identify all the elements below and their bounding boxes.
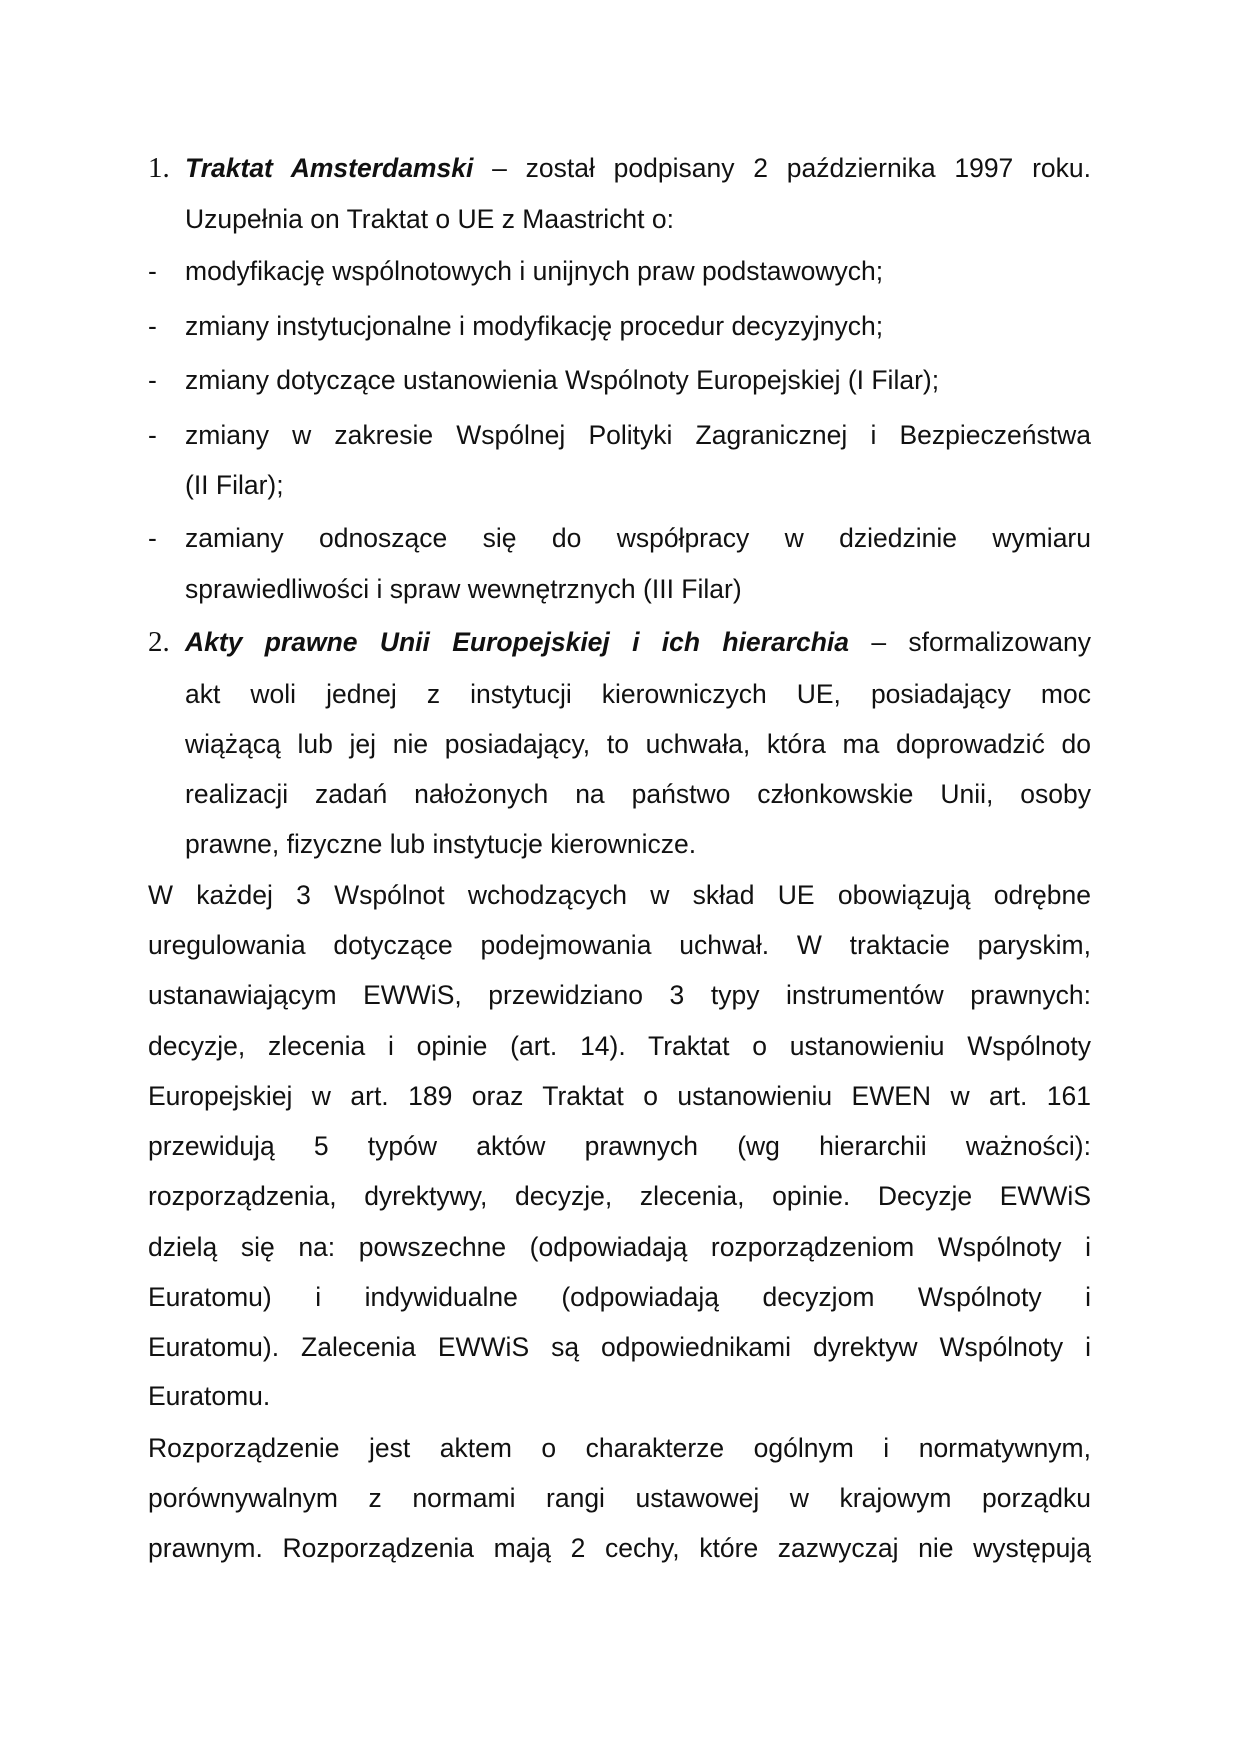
bullet-dash: - <box>148 523 157 553</box>
line-body: realizacji zadań nałożonych na państwo członkowskie Unii, osoby <box>185 779 1091 809</box>
text-line <box>148 928 1091 962</box>
line-text <box>148 1379 1091 1413</box>
bullet-dash: - <box>148 311 157 341</box>
line-body: prawne, fizyczne lub instytucje kierownicze. <box>185 829 697 859</box>
line-text <box>185 418 1091 452</box>
line-body: porównywalnym z normami rangi ustawowej w krajowym porządku <box>148 1483 1091 1513</box>
line-body: zamiany odnoszące się do współpracy w dziedzinie wymiaru <box>185 523 1091 553</box>
numbered-item-line <box>148 625 1091 659</box>
text-line <box>148 1029 1091 1063</box>
line-text <box>185 363 1091 397</box>
text-line <box>148 878 1091 912</box>
line-text <box>185 151 1091 185</box>
line-body: prawnym. Rozporządzenia mają 2 cechy, które zazwyczaj nie występują <box>148 1533 1091 1563</box>
text-line <box>148 677 1091 711</box>
line-body: akt woli jednej z instytucji kierowniczych UE, posiadający moc <box>185 679 1091 709</box>
text-line <box>148 978 1091 1012</box>
line-body: – sformalizowany <box>849 627 1091 657</box>
line-body: rozporządzenia, dyrektywy, decyzje, zlecenia, opinie. Decyzje EWWiS <box>148 1181 1091 1211</box>
text-line <box>148 1330 1091 1364</box>
line-text <box>185 677 1091 711</box>
line-text <box>148 1079 1091 1113</box>
line-body: zmiany dotyczące ustanowienia Wspólnoty Europejskiej (I Filar); <box>185 365 940 395</box>
text-line <box>148 1379 1091 1413</box>
item-number: 2. <box>148 626 170 658</box>
line-body: Uzupełnia on Traktat o UE z Maastricht o: <box>185 204 674 234</box>
bullet-item-line <box>148 521 1091 555</box>
line-body: Euratomu). Zalecenia EWWiS są odpowiednikami dyrektyw Wspólnoty i <box>148 1332 1091 1362</box>
text-line <box>148 1079 1091 1113</box>
bullet-dash: - <box>148 420 157 450</box>
text-line <box>148 1230 1091 1264</box>
line-body: Euratomu) i indywidualne (odpowiadają decyzjom Wspólnoty i <box>148 1282 1091 1312</box>
line-body: modyfikację wspólnotowych i unijnych praw podstawowych; <box>185 256 884 286</box>
line-text <box>148 1179 1091 1213</box>
line-text <box>185 202 1091 236</box>
line-body: sprawiedliwości i spraw wewnętrznych (III Filar) <box>185 574 742 604</box>
line-text <box>185 254 1091 288</box>
text-line <box>148 1280 1091 1314</box>
line-text <box>148 978 1091 1012</box>
text-line <box>148 1179 1091 1213</box>
line-body: (II Filar); <box>185 470 284 500</box>
line-text <box>148 1129 1091 1163</box>
line-text <box>148 1029 1091 1063</box>
line-body: decyzje, zlecenia i opinie (art. 14). Traktat o ustanowieniu Wspólnoty <box>148 1031 1091 1061</box>
line-text <box>185 827 1091 861</box>
text-line <box>148 1531 1091 1565</box>
line-text <box>148 928 1091 962</box>
heading-term: Akty prawne Unii Europejskiej i ich hierarchia <box>185 627 850 657</box>
bullet-item-line <box>148 309 1091 343</box>
line-body: przewidują 5 typów aktów prawnych (wg hierarchii ważności): <box>148 1131 1091 1161</box>
line-text <box>148 1280 1091 1314</box>
heading-term: Traktat Amsterdamski <box>185 153 474 183</box>
line-body: ustanawiającym EWWiS, przewidziano 3 typy instrumentów prawnych: <box>148 980 1091 1010</box>
numbered-item-line <box>148 151 1091 185</box>
line-text <box>185 777 1091 811</box>
bullet-item-line <box>148 418 1091 452</box>
line-text <box>185 625 1091 659</box>
line-text <box>148 878 1091 912</box>
line-text <box>185 309 1091 343</box>
line-body: Europejskiej w art. 189 oraz Traktat o ustanowieniu EWEN w art. 161 <box>148 1081 1091 1111</box>
line-text <box>148 1431 1091 1465</box>
text-line <box>148 1431 1091 1465</box>
line-text <box>148 1230 1091 1264</box>
line-text <box>185 521 1091 555</box>
line-text <box>185 572 1091 606</box>
line-body: dzielą się na: powszechne (odpowiadają rozporządzeniom Wspólnoty i <box>148 1232 1091 1262</box>
line-text <box>148 1330 1091 1364</box>
line-body: wiążącą lub jej nie posiadający, to uchwała, która ma doprowadzić do <box>185 729 1091 759</box>
bullet-dash: - <box>148 365 157 395</box>
bullet-dash: - <box>148 256 157 286</box>
line-text <box>148 1481 1091 1515</box>
bullet-item-line <box>148 254 1091 288</box>
text-line <box>148 1481 1091 1515</box>
text-line <box>148 777 1091 811</box>
text-line <box>148 727 1091 761</box>
line-body: uregulowania dotyczące podejmowania uchwał. W traktacie paryskim, <box>148 930 1091 960</box>
text-line <box>148 202 1091 236</box>
line-text <box>148 1531 1091 1565</box>
line-body: zmiany w zakresie Wspólnej Polityki Zagranicznej i Bezpieczeństwa <box>185 420 1091 450</box>
bullet-item-line <box>148 363 1091 397</box>
item-number: 1. <box>148 152 170 184</box>
text-line <box>148 572 1091 606</box>
line-text <box>185 468 1091 502</box>
line-body: W każdej 3 Wspólnot wchodzących w skład UE obowiązują odrębne <box>148 880 1091 910</box>
text-line <box>148 468 1091 502</box>
line-body: zmiany instytucjonalne i modyfikację procedur decyzyjnych; <box>185 311 884 341</box>
text-line <box>148 827 1091 861</box>
line-text <box>185 727 1091 761</box>
line-body: Rozporządzenie jest aktem o charakterze ogólnym i normatywnym, <box>148 1433 1091 1463</box>
text-line <box>148 1129 1091 1163</box>
line-body: – został podpisany 2 października 1997 roku. <box>473 153 1091 183</box>
line-body: Euratomu. <box>148 1381 271 1411</box>
